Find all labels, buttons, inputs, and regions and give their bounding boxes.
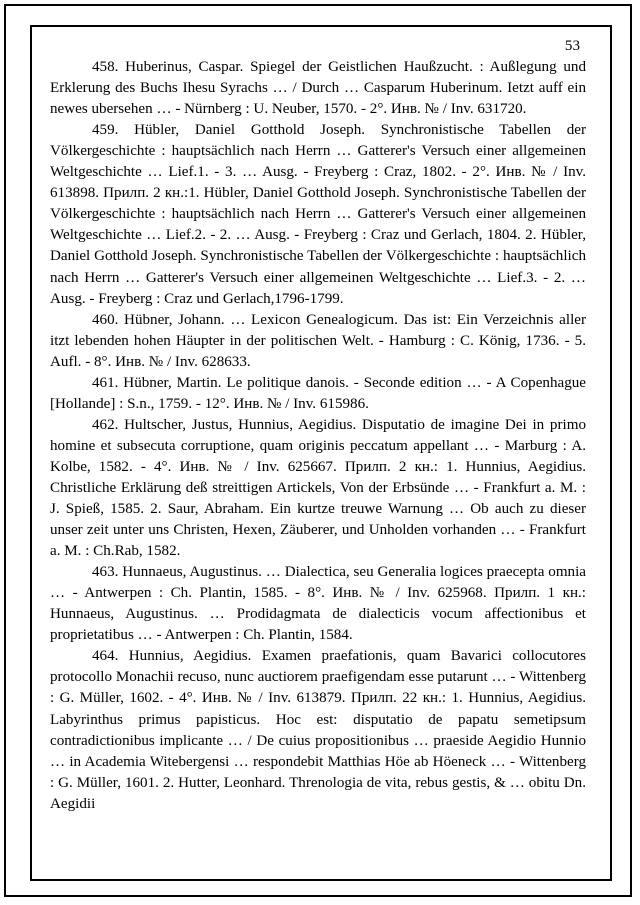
catalog-entry-464: 464. Hunnius, Aegidius. Examen praefationis, quam Bavarici collocutores protocollo Monachii recuso, nunc auctiorem praefigendam esse putarunt … - Wittenberg : G. Müller, 1602. - 4°. Инв. № / Inv. 613879. Прилп. 22 кн.: 1. Hunnius, Aegidius. Labyrinthus primus papisticus. Hoc est: disputatio de papatu semetipsum contradictionibus implicante … / De cuius propositionibus … praeside Aegidio Hunnio … in Academia Witebergensi … respondebit Matthias Höe ab Höeneck … - Wittenberg : G. Müller, 1601. 2. Hutter, Leonhard. Threnologia de vita, rebus gestis, & … obitu Dn. Aegidii xyxy=(50,648,586,812)
catalog-entry-459: 459. Hübler, Daniel Gotthold Joseph. Synchronistische Tabellen der Völkergeschichte : hauptsächlich nach Herrn … Gatterer's Versuch einer allgemeinen Weltgeschichte … Lief.1. - 3. … Ausg. - Freyberg : Craz, 1802. - 2°. Инв. № / Inv. 613898. Прилп. 2 кн.:1. Hübler, Daniel Gotthold Joseph. Synchronistische Tabellen der Völkergeschichte : hauptsächlich nach Herrn … Gatterer's Versuch einer allgemeinen Weltgeschichte … Lief.2. - 2. … Ausg. - Freyberg : Craz und Gerlach, 1804. 2. Hübler, Daniel Gotthold Joseph. Synchronistische Tabellen der Völkergeschichte : hauptsächlich nach Herrn … Gatterer's Versuch einer allgemeinen Weltgeschichte … Lief.3. - 2. … Ausg. - Freyberg : Craz und Gerlach,1796-1799. xyxy=(50,122,586,307)
catalog-page xyxy=(50,36,586,882)
catalog-entry-458: 458. Huberinus, Caspar. Spiegel der Geistlichen Haußzucht. : Außlegung und Erklerung des Buchs Ihesu Syrachs … / Durch … Casparum Huberinum. Ietzt auff ein newes ubersehen … - Nürnberg : U. Neuber, 1570. - 2°. Инв. № / Inv. 631720. xyxy=(50,59,586,118)
catalog-entry-463: 463. Hunnaeus, Augustinus. … Dialectica, seu Generalia logices praecepta omnia … - Antwerpen : Ch. Plantin, 1585. - 8°. Инв. № / Inv. 625968. Прилп. 1 кн.: Hunnaeus, Augustinus. … Prodidagmata de dialecticis vocum affectionibus et proprietatibus … - Antwerpen : Ch. Plantin, 1584. xyxy=(50,564,586,644)
page-number: 53 xyxy=(564,38,580,54)
catalog-entry-461: 461. Hübner, Martin. Le politique danois. - Seconde edition … - A Copenhague [Hollande] : S.n., 1759. - 12°. Инв. № / Inv. 615986. xyxy=(50,374,586,412)
catalog-entry-462: 462. Hultscher, Justus, Hunnius, Aegidius. Disputatio de imagine Dei in primo homine et subsecuta corruptione, quam originis peccatum appellant … - Marburg : A. Kolbe, 1582. - 4°. Инв. № / Inv. 625667. Прилп. 2 кн.: 1. Hunnius, Aegidius. Christliche Erklärung deß streittigen Artickels, Von der Erbsünde … - Frankfurt a. M. : J. Spieß, 1585. 2. Saur, Abraham. Ein kurtze treuwe Warnung … Ob auch zu dieser unser zeit unter uns Christen, Hexen, Zäuberer, und Unholden vorhanden … - Frankfurt a. M. : Ch.Rab, 1582. xyxy=(50,416,586,560)
catalog-entry-460: 460. Hübner, Johann. … Lexicon Genealogicum. Das ist: Ein Verzeichnis aller itzt lebenden hohen Häupter in der politischen Welt. - Hamburg : C. König, 1736. - 5. Aufl. - 8°. Инв. № / Inv. 628633. xyxy=(50,311,586,370)
